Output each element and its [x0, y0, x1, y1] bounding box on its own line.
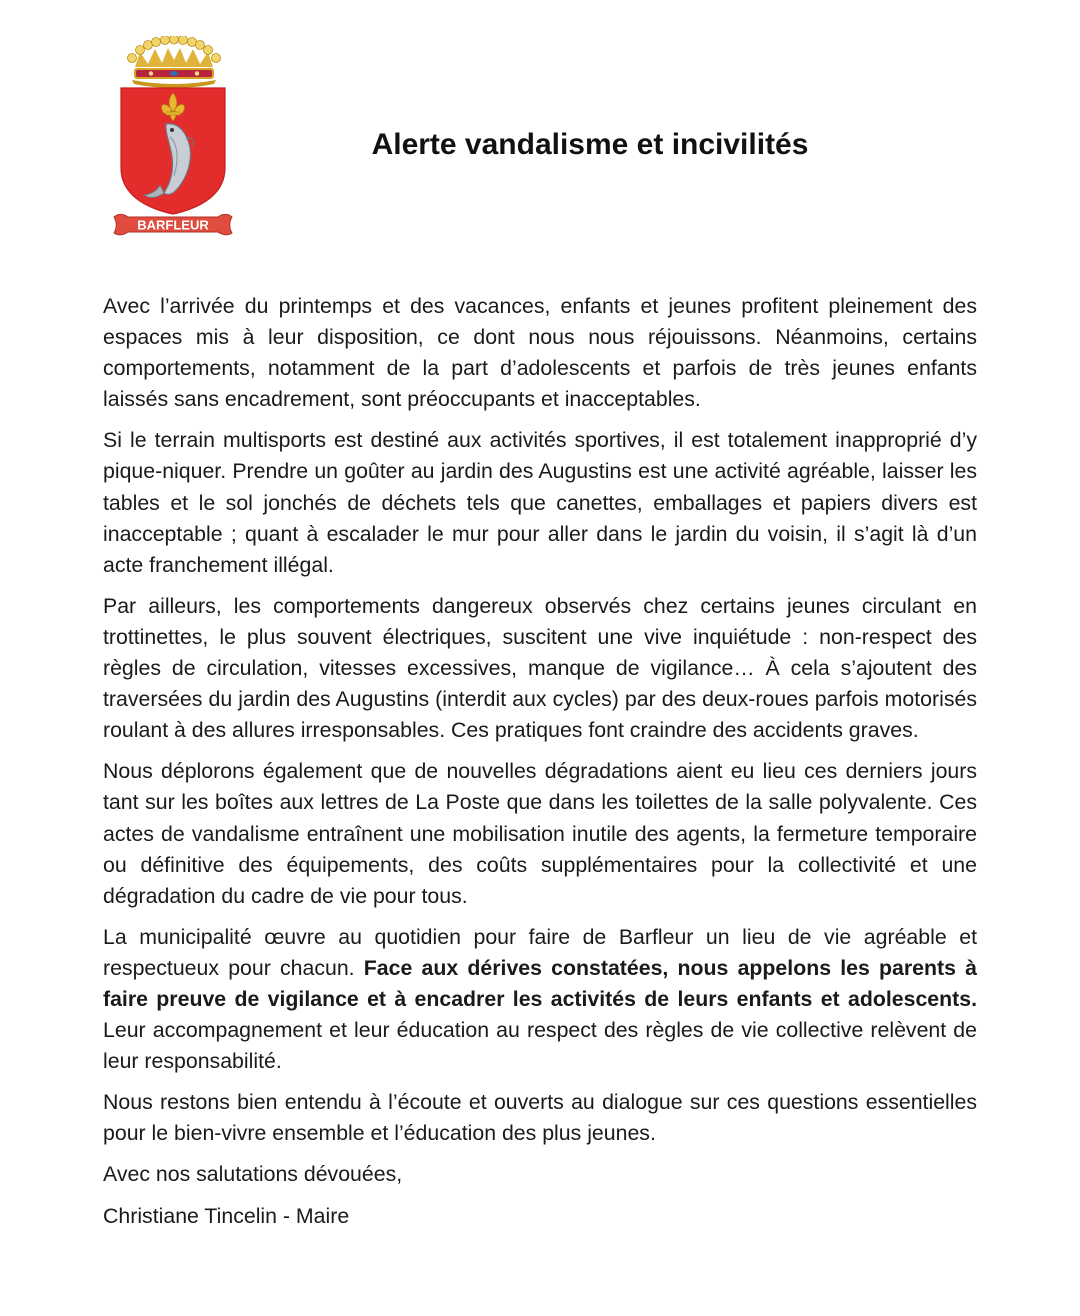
page-title: Alerte vandalisme et incivilités: [371, 128, 809, 161]
paragraph-parents-call-end: Leur accompagnement et leur éducation au respect des règles de vie collective relèvent de leur responsabilité.: [103, 1018, 977, 1074]
paragraph-parents-call: [103, 922, 977, 1077]
paragraph-multisports-garden: Si le terrain multisports est destiné aux activités sportives, il est totalement inapproprié d’y pique-niquer. Prendre un goûter au jardin des Augustins est une activité agréable, laisser les tables et le sol jonchés de déchets tels que canettes, emballages et papiers divers est inacceptable ; quant à escalader le mur pour aller dans le jardin du voisin, il s’agit là d’un acte franchement illégal.: [103, 428, 977, 577]
mayor-signature: Christiane Tincelin - Maire: [103, 1203, 350, 1228]
closing-salutation: Avec nos salutations dévouées,: [103, 1162, 403, 1187]
barfleur-banner: [114, 214, 232, 234]
paragraph-vandalism: Nous déplorons également que de nouvelles dégradations aient eu lieu ces derniers jours tant sur les boîtes aux lettres de La Poste que dans les toilettes de la salle polyvalente. Ces actes de vandalisme entraînent une mobilisation inutile des agents, la fermeture temporaire ou définitive des équipements, des coûts supplémentaires pour la collectivité et une dégradation du cadre de vie pour tous.: [103, 759, 977, 908]
letter-body: [103, 291, 977, 1242]
barfleur-coat-of-arms-logo: [108, 36, 238, 241]
paragraph-spring-usage: Avec l’arrivée du printemps et des vacances, enfants et jeunes profitent pleinement des espaces mis à leur disposition, ce dont nous nous réjouissons. Néanmoins, certains comportements, notamment de la part d’adolescents et parfois de très jeunes enfants laissés sans encadrement, sont préoccupants et inacceptables.: [103, 294, 977, 412]
paragraph-dialogue: Nous restons bien entendu à l’écoute et ouverts au dialogue sur ces questions essentielles pour le bien-vivre ensemble et l’éducation des plus jeunes.: [103, 1090, 977, 1146]
paragraph-parents-call-bold: Face aux dérives constatées, nous appelons les parents à faire preuve de vigilance et à encadrer les activités de leurs enfants et adolescents.: [103, 955, 977, 1011]
paragraph-scooter-danger: Par ailleurs, les comportements dangereux observés chez certains jeunes circulant en trottinettes, le plus souvent électriques, suscitent une vive inquiétude : non-respect des règles de circulation, vitesses excessives, manque de vigilance… À cela s’ajoutent des traversées du jardin des Augustins (interdit aux cycles) par des deux-roues parfois motorisés roulant à des allures irresponsables. Ces pratiques font craindre des accidents graves.: [103, 593, 977, 743]
crest-banner-text: BARFLEUR: [137, 217, 209, 233]
crown-icon: [128, 36, 221, 88]
paragraph-parents-call-start: La municipalité œuvre au quotidien pour faire de Barfleur un lieu de vie agréable et respectueux pour chacun.: [103, 924, 977, 980]
